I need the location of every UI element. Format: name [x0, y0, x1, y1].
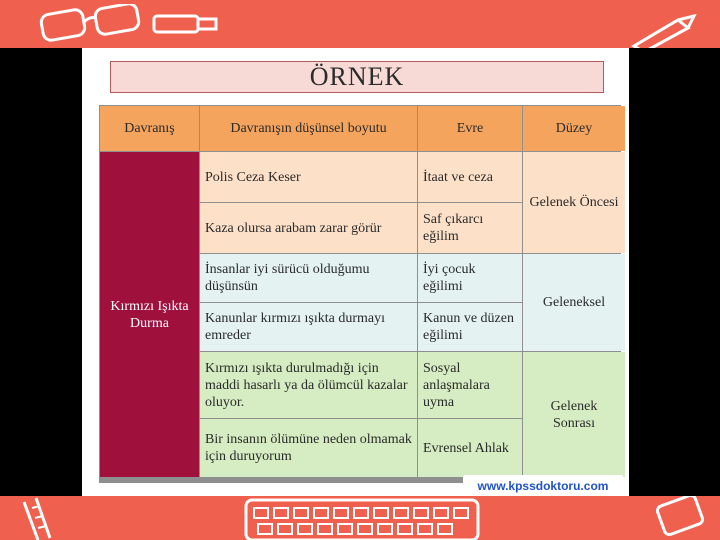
ruler-doodle [10, 494, 80, 540]
moral-development-table [99, 105, 621, 483]
stage-cell: Evrensel Ahlak [418, 419, 522, 477]
header-thought: Davranışın düşünsel boyutu [200, 106, 417, 151]
behavior-cell: Kırmızı Işıkta Durma [100, 152, 199, 477]
slide-title: ÖRNEK [309, 62, 405, 91]
stage-cell: İyi çocuk eğilimi [418, 254, 522, 302]
stage-cell: İtaat ve ceza [418, 152, 522, 202]
glasses-doodle [38, 4, 158, 44]
watermark-link[interactable]: www.kpssdoktoru.com [463, 475, 623, 496]
header-behavior: Davranış [100, 106, 199, 151]
title-box [110, 61, 604, 93]
keyboard-doodle [244, 498, 480, 540]
thought-cell: Kırmızı ışıkta durulmadığı için maddi hasarlı ya da ölümcül kazalar oluyor. [200, 352, 417, 418]
thought-cell: Polis Ceza Keser [200, 152, 417, 202]
level-cell-preconventional: Gelenek Öncesi [523, 152, 625, 253]
thought-cell: Kanunlar kırmızı ışıkta durmayı emreder [200, 303, 417, 351]
phone-doodle [650, 496, 710, 540]
level-cell-conventional: Geleneksel [523, 254, 625, 351]
level-cell-postconventional: Gelenek Sonrası [523, 352, 625, 477]
thought-cell: Kaza olursa arabam zarar görür [200, 203, 417, 253]
thought-cell: İnsanlar iyi sürücü olduğumu düşünsün [200, 254, 417, 302]
header-stage: Evre [418, 106, 522, 151]
header-level: Düzey [523, 106, 625, 151]
stage-cell: Kanun ve düzen eğilimi [418, 303, 522, 351]
usb-drive-doodle [150, 8, 230, 38]
stage-cell: Sosyal anlaşmalara uyma [418, 352, 522, 418]
slide [82, 48, 629, 496]
thought-cell: Bir insanın ölümüne neden olmamak için duruyorum [200, 419, 417, 477]
stage-cell: Saf çıkarcı eğilim [418, 203, 522, 253]
